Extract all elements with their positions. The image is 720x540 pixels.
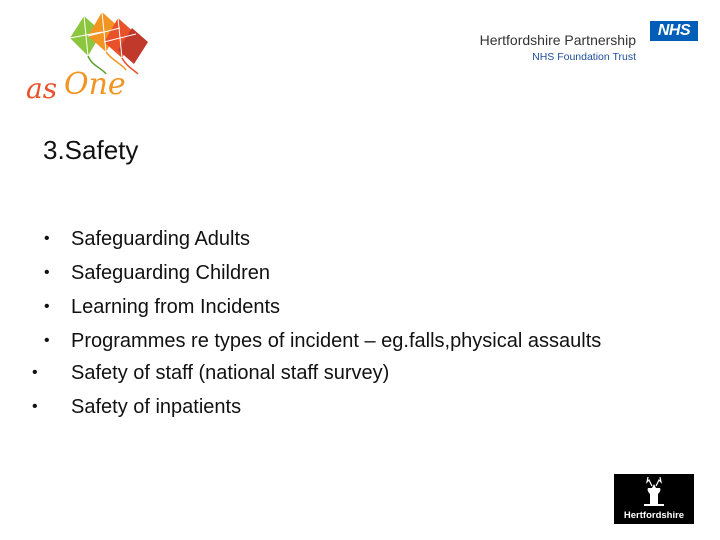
list-item xyxy=(44,324,644,356)
bullet-icon: • xyxy=(44,230,50,247)
list-item xyxy=(32,356,644,390)
bullet-icon: • xyxy=(44,264,50,281)
list-item xyxy=(44,256,644,290)
list-item-text: Learning from Incidents xyxy=(71,296,281,318)
list-item-text: Safeguarding Adults xyxy=(71,228,251,250)
hart-icon xyxy=(614,474,694,512)
list-item-text: Safeguarding Children xyxy=(71,262,271,284)
slide-title: 3.Safety xyxy=(43,135,139,165)
bullet-list xyxy=(32,222,644,424)
bullet-icon: • xyxy=(32,364,38,381)
list-item xyxy=(32,390,644,424)
bullet-icon: • xyxy=(32,398,38,415)
bullet-icon: • xyxy=(44,332,50,349)
nhs-logo: NHS xyxy=(650,21,698,41)
logo-wordmark: as xyxy=(26,72,58,105)
list-item-text: Safety of staff (national staff survey) xyxy=(71,362,390,384)
trust-subtitle: NHS Foundation Trust xyxy=(532,51,636,63)
trust-name: Hertfordshire Partnership xyxy=(479,32,636,48)
hertfordshire-logo xyxy=(614,474,694,524)
list-item xyxy=(44,290,644,324)
list-item-text: Safety of inpatients xyxy=(71,396,242,418)
list-item-text: Programmes re types of incident – eg.falls,physical assaults xyxy=(71,330,602,352)
logo-wordmark-one: One xyxy=(64,67,126,102)
trust-header xyxy=(480,31,636,63)
list-item xyxy=(44,222,644,256)
as-one-logo xyxy=(22,8,162,108)
hertfordshire-label: Hertfordshire xyxy=(623,510,685,521)
bullet-icon: • xyxy=(44,298,50,315)
kite-icons xyxy=(70,12,148,74)
